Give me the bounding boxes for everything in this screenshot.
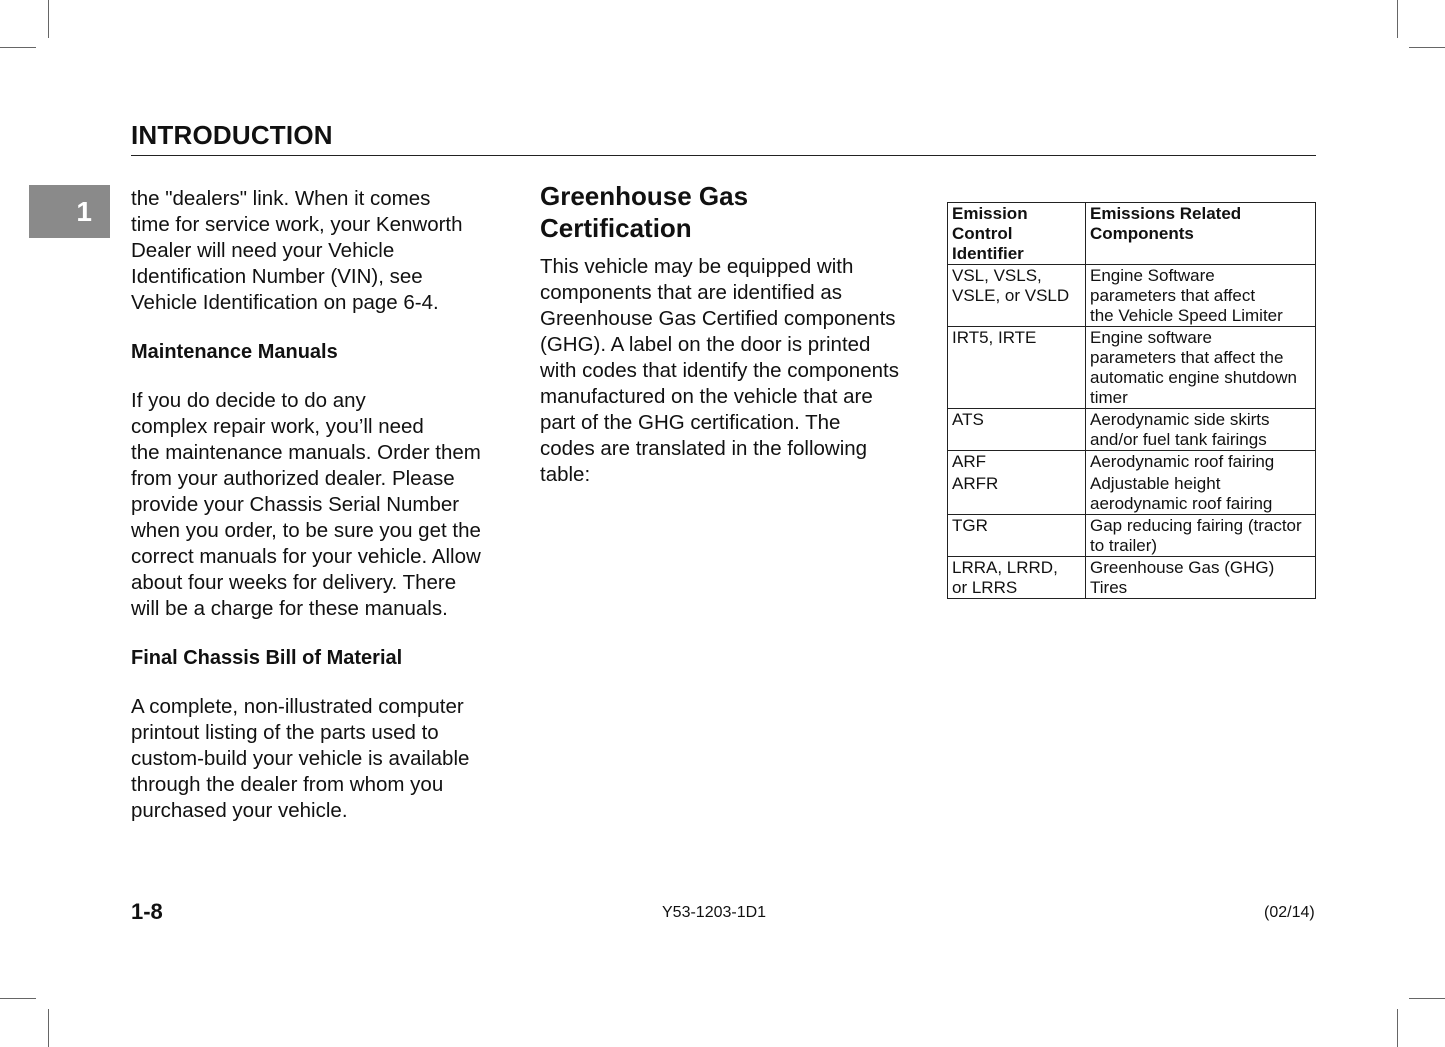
middle-column <box>540 180 915 488</box>
table-cell-components: Aerodynamic roof fairing Adjustable height aerodynamic roof fairing <box>1086 451 1316 515</box>
revision-date: (02/14) <box>1264 904 1315 921</box>
crop-mark <box>48 1009 49 1047</box>
crop-mark <box>1397 1009 1398 1047</box>
table-cell-identifier: TGR <box>948 515 1086 557</box>
intro-paragraph: the "dealers" link. When it comes time for service work, your Kenworth Dealer will need your Vehicle Identification Number (VIN), see Vehicle Identification on page 6-4. <box>131 187 463 314</box>
crop-mark <box>1397 0 1398 38</box>
table-row <box>948 451 1316 515</box>
page-number: 1-8 <box>131 899 163 924</box>
ghg-paragraph: This vehicle may be equipped with components that are identified as Greenhouse Gas Certified components (GHG). A label on the door is printed with codes that identify the components manufactured on the vehicle that are part of the GHG certification. The codes are translated in the following table: <box>540 255 899 486</box>
crop-mark <box>1409 998 1445 999</box>
crop-mark <box>0 998 36 999</box>
table-cell-identifier: VSL, VSLS, VSLE, or VSLD <box>948 265 1086 327</box>
table-cell-components: Aerodynamic side skirts and/or fuel tank fairings <box>1086 409 1316 451</box>
table-cell-components: Gap reducing fairing (tractor to trailer) <box>1086 515 1316 557</box>
table-header-components: Emissions Related Components <box>1086 203 1316 265</box>
table-row <box>948 265 1316 327</box>
table-cell-identifier: LRRA, LRRD, or LRRS <box>948 557 1086 599</box>
maintenance-manuals-heading: Maintenance Manuals <box>131 341 338 363</box>
chapter-tab: 1 <box>29 185 110 238</box>
document-code: Y53-1203-1D1 <box>662 904 767 921</box>
crop-mark <box>1409 47 1445 48</box>
crop-mark <box>0 47 36 48</box>
table-cell-components: Engine Software parameters that affect the Vehicle Speed Limiter <box>1086 265 1316 327</box>
table-cell-identifier: IRT5, IRTE <box>948 327 1086 409</box>
emissions-table <box>947 202 1316 599</box>
bill-of-material-heading: Final Chassis Bill of Material <box>131 647 403 669</box>
maintenance-paragraph: If you do decide to do any complex repair work, you’ll need the maintenance manuals. Order them from your authorized dealer. Please provide your Chassis Serial Number when you order, to be sure you get the correct manuals for your vehicle. Allow about four weeks for delivery. There will be a charge for these manuals. <box>131 389 481 620</box>
header-divider <box>131 155 1316 156</box>
left-column <box>131 186 506 824</box>
bill-of-material-paragraph: A complete, non-illustrated computer printout listing of the parts used to custom-build your vehicle is available through the dealer from whom you purchased your vehicle. <box>131 695 470 822</box>
table-cell-identifier: ARF ARFR <box>948 451 1086 515</box>
ghg-section-heading: Greenhouse Gas Certification <box>540 181 749 243</box>
table-cell-components: Greenhouse Gas (GHG) Tires <box>1086 557 1316 599</box>
table-row <box>948 409 1316 451</box>
table-row <box>948 557 1316 599</box>
table-header-identifier: Emission Control Identifier <box>948 203 1086 265</box>
page-title: INTRODUCTION <box>131 120 333 150</box>
table-header-row <box>948 203 1316 265</box>
table-row <box>948 327 1316 409</box>
crop-mark <box>48 0 49 38</box>
table-cell-identifier: ATS <box>948 409 1086 451</box>
table-cell-components: Engine software parameters that affect the automatic engine shutdown timer <box>1086 327 1316 409</box>
table-row <box>948 515 1316 557</box>
